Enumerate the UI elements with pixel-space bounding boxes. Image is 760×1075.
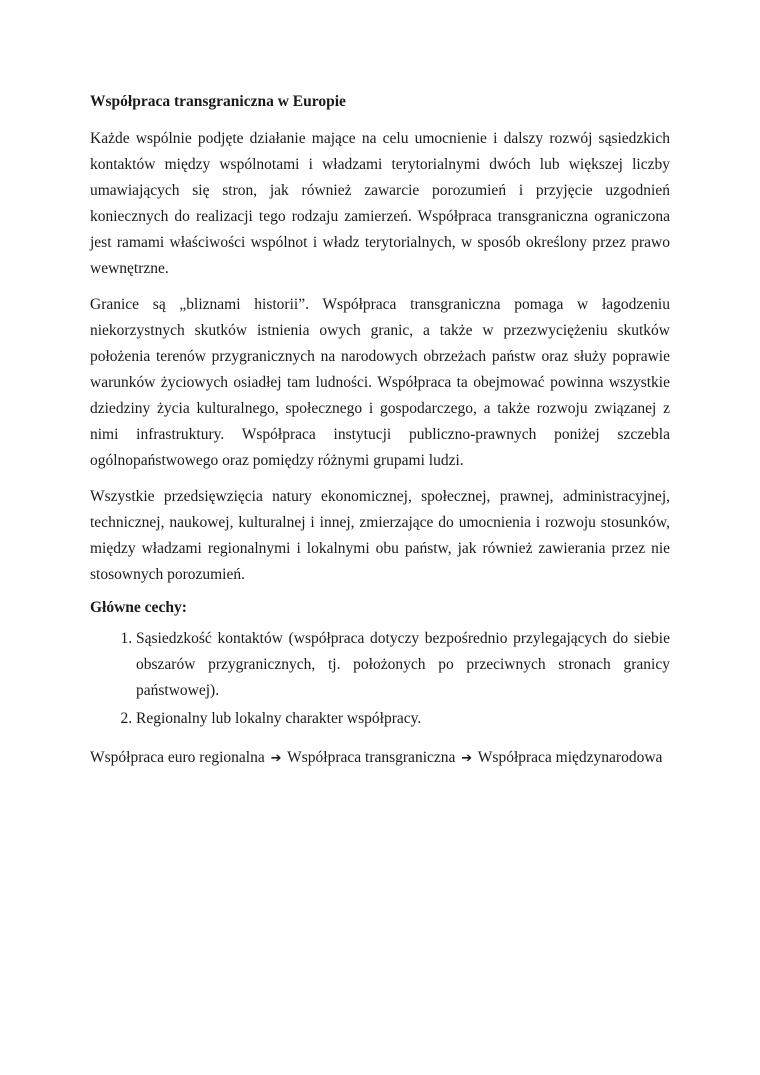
document-page — [90, 92, 670, 771]
flow-step-international: Współpraca międzynarodowa — [477, 749, 663, 766]
paragraph-definition: Każde wspólnie podjęte działanie mające na celu umocnienie i dalszy rozwój sąsiedzkich kontaktów między wspólnotami i władzami terytorialnymi dwóch lub większej liczby umawiających się stron, jak również zawarcie porozumień i przyjęcie uzgodnień koniecznych do realizacji tego rodzaju zamierzeń. Współpraca transgraniczna ograniczona jest ramami właściwości wspólnot i władz terytorialnych, w sposób określony przez prawo wewnętrzne. — [90, 130, 670, 277]
right-arrow-icon: ➔ — [461, 751, 473, 766]
paragraph-borders: Granice są „bliznami historii”. Współpraca transgraniczna pomaga w łagodzeniu niekorzystnych skutków istnienia owych granic, a także w przezwyciężeniu skutków położenia terenów przygranicznych na narodowych obrzeżach państw oraz służy poprawie warunków życiowych osiadłej tam ludności. Współpraca ta obejmować powinna wszystkie dziedziny życia kulturalnego, społecznego i gospodarczego, a także rozwoju związanej z nimi infrastruktury. Współpraca instytucji publiczno-prawnych poniżej szczebla ogólnopaństwowego oraz pomiędzy różnymi grupami ludzi. — [90, 296, 670, 469]
features-heading: Główne cechy: — [90, 599, 187, 616]
features-list — [90, 626, 670, 732]
list-item: 1. Sąsiedzkość kontaktów (współpraca dotyczy bezpośrednio przylegających do siebie obszarów przygranicznych, tj. położonych po przeciwnych stronach granicy państwowej). — [136, 626, 670, 704]
flow-step-crossborder: Współpraca transgraniczna — [287, 749, 456, 766]
paragraph-initiatives: Wszystkie przedsięwzięcia natury ekonomicznej, społecznej, prawnej, administracyjnej, technicznej, naukowej, kulturalnej i innej, zmierzające do umocnienia i rozwoju stosunków, między władzami regionalnymi i lokalnymi obu państw, jak również zawierania przez nie stosownych porozumień. — [90, 488, 670, 583]
flow-step-euroregional: Współpraca euro regionalna — [90, 749, 265, 766]
document-title: Współpraca transgraniczna w Europie — [90, 93, 346, 110]
right-arrow-icon: ➔ — [270, 751, 282, 766]
list-item: 2. Regionalny lub lokalny charakter współpracy. — [136, 706, 670, 732]
cooperation-flow — [90, 746, 670, 771]
